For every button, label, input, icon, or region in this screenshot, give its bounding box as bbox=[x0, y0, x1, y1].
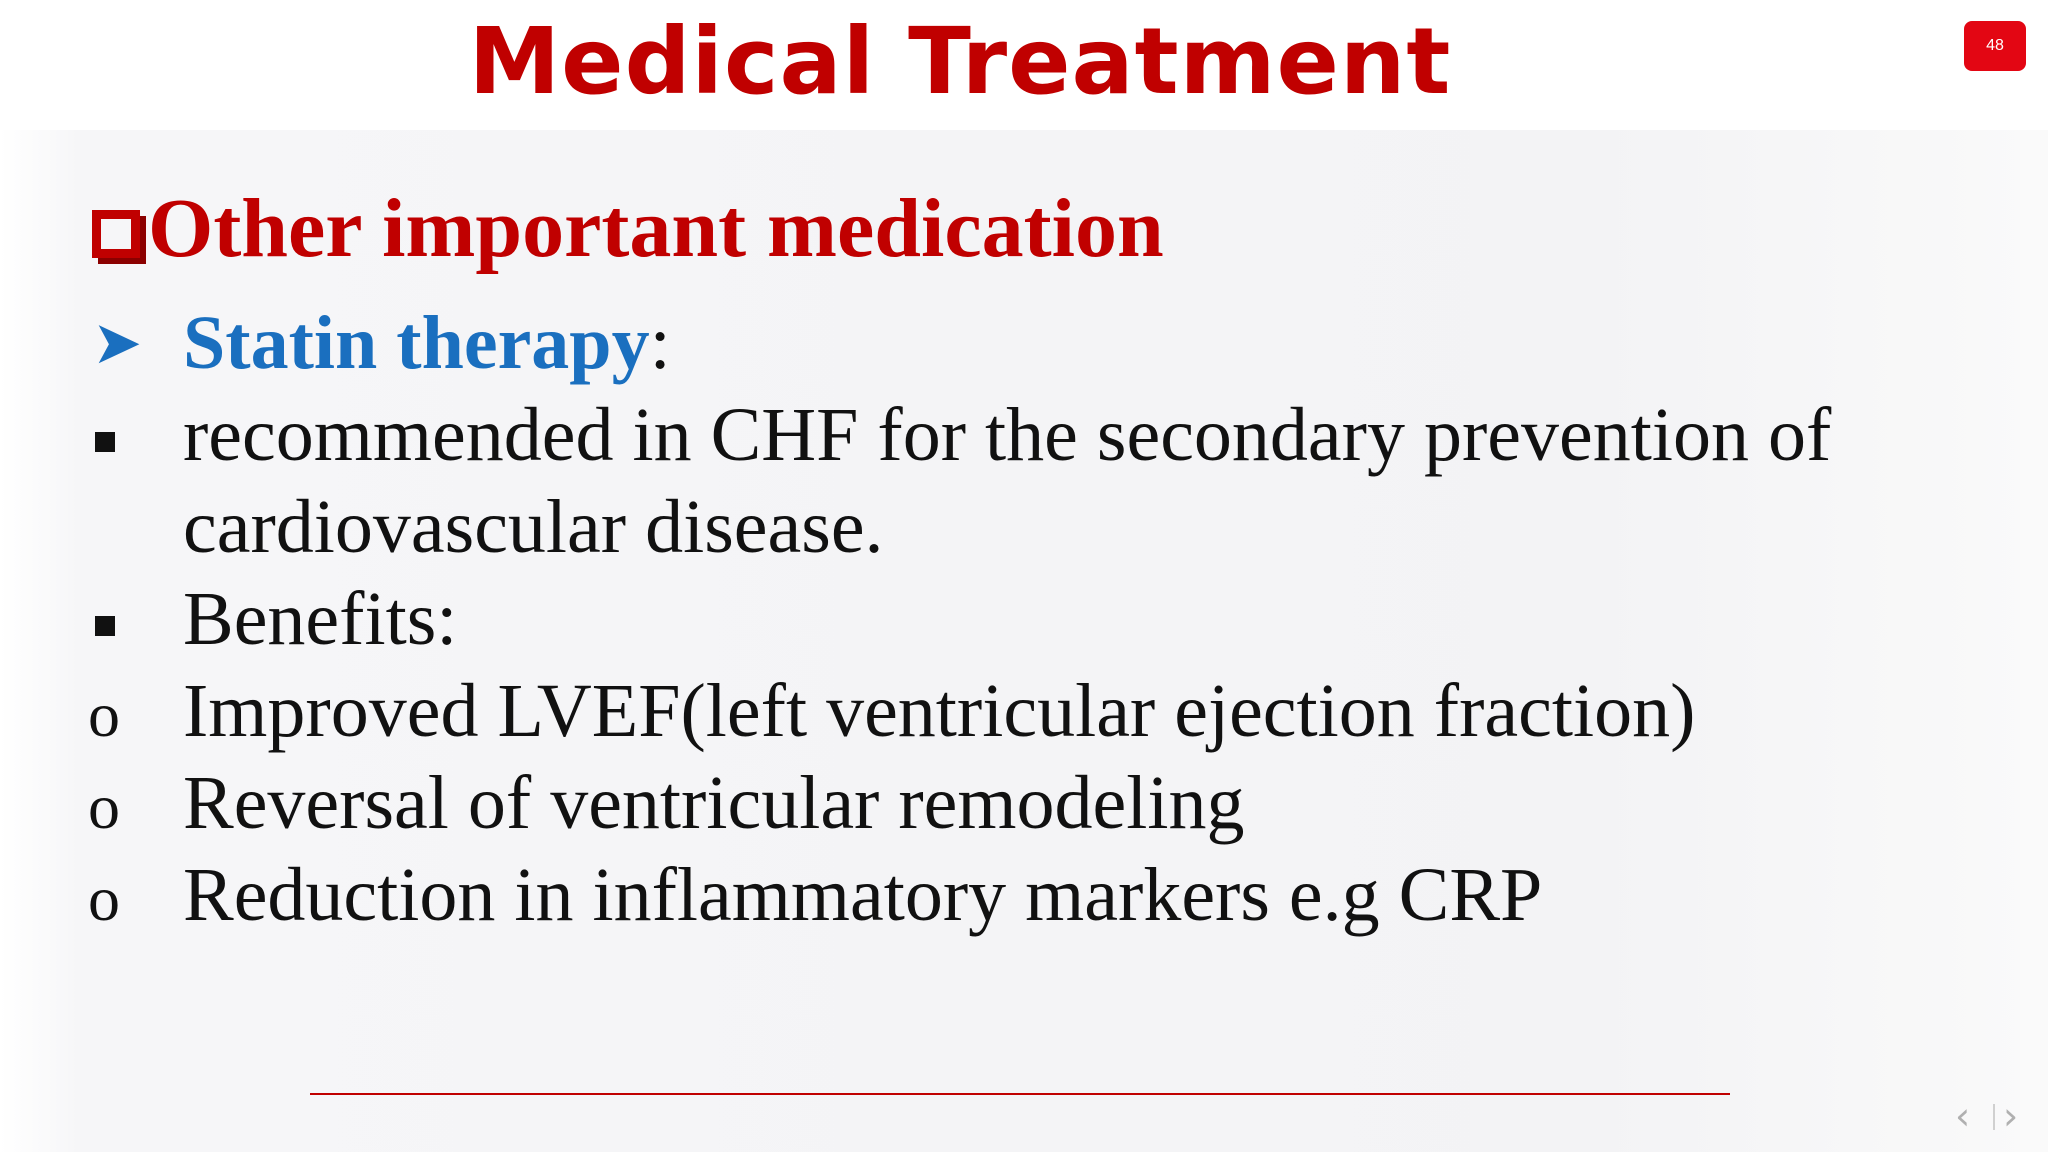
chevron-left-icon[interactable]: ‹ bbox=[1955, 1094, 1971, 1138]
circle-bullet-icon: o bbox=[88, 679, 120, 750]
arrow-bullet-icon: ➤ bbox=[92, 308, 143, 378]
subheading bbox=[183, 300, 671, 387]
square-bullet-icon bbox=[95, 616, 115, 636]
bullet-text-line: recommended in CHF for the secondary prevention of bbox=[183, 393, 1832, 477]
subheading-suffix: : bbox=[649, 301, 671, 385]
subheading-label: Statin therapy bbox=[183, 301, 650, 385]
bullet-text-line: Benefits: bbox=[183, 577, 458, 661]
section-heading-text: Other important medication bbox=[148, 182, 1164, 275]
checkbox-bullet-icon bbox=[92, 210, 140, 258]
circle-bullet-icon: o bbox=[88, 863, 120, 934]
sub-list-item bbox=[0, 760, 1900, 850]
sub-bullet-text: Reversal of ventricular remodeling bbox=[183, 761, 1245, 845]
square-bullet-icon bbox=[95, 432, 115, 452]
chevron-right-icon[interactable]: › bbox=[2003, 1094, 2019, 1138]
subheading-row bbox=[0, 300, 1200, 390]
list-item bbox=[0, 392, 1900, 482]
bullet-text-line: cardiovascular disease. bbox=[183, 485, 884, 569]
sub-list-item bbox=[0, 668, 1900, 758]
slide-title: Medical Treatment bbox=[468, 8, 1452, 115]
list-item-continuation bbox=[0, 484, 1200, 574]
sub-list-item bbox=[0, 852, 1900, 942]
sub-bullet-text: Reduction in inflammatory markers e.g CRP bbox=[183, 853, 1543, 937]
page-number-badge: 48 bbox=[1964, 21, 2026, 71]
nav-separator bbox=[1993, 1104, 1995, 1130]
section-heading bbox=[92, 180, 1164, 277]
circle-bullet-icon: o bbox=[88, 771, 120, 842]
footer-divider bbox=[310, 1093, 1730, 1095]
list-item bbox=[0, 576, 1200, 666]
sub-bullet-text: Improved LVEF(left ventricular ejection fraction) bbox=[183, 669, 1696, 753]
